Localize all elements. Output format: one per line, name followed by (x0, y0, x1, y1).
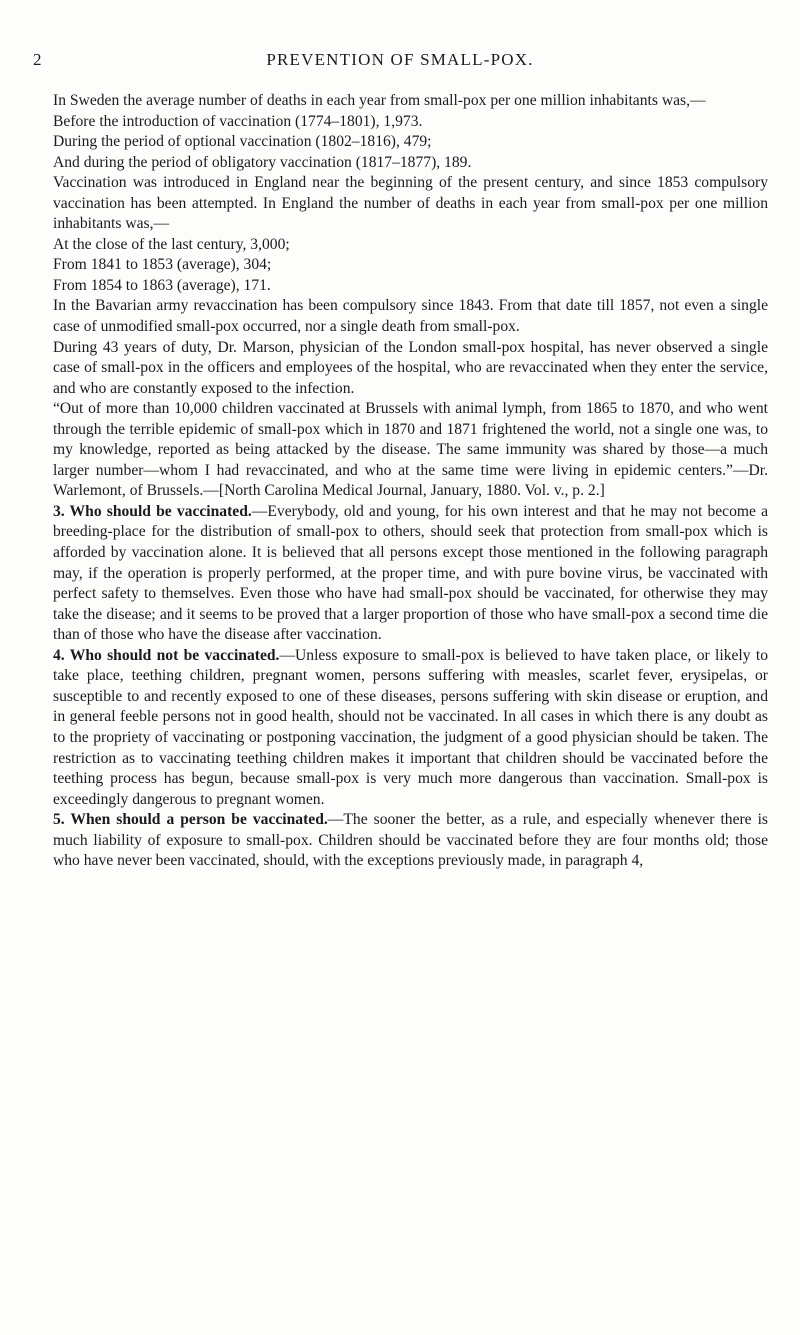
paragraph-sweden-intro: In Sweden the average number of deaths in each year from small-pox per one million inhabitants was,— (53, 92, 706, 109)
england-stat-last-century: At the close of the last century, 3,000; (53, 235, 290, 253)
page-number: 2 (33, 50, 42, 69)
sweden-stat-before-vaccination: Before the introduction of vaccination (1774–1801), 1,973. (53, 112, 423, 130)
section-when-to-vaccinate (53, 810, 768, 872)
paragraph-england-intro: Vaccination was introduced in England near the beginning of the present century, and since 1853 compulsory vaccination has been attempted. In England the number of deaths in each year from small-pox per one million inhabitants was,— (53, 174, 768, 233)
running-head: PREVENTION OF SMALL-POX. (266, 50, 534, 69)
page-header (33, 50, 767, 74)
section-text: —The sooner the better, as a rule, and especially whenever there is much liability of exposure to small-pox. Children should be vaccinated before they are four months old; those who have never been vaccinated, should, with the exceptions previously made, in paragraph 4, (53, 811, 768, 870)
paragraph-brussels-quote: “Out of more than 10,000 children vaccinated at Brussels with animal lymph, from 1865 to 1870, and who went through the terrible epidemic of small-pox which in 1870 and 1871 frightened the world, not a single one was, to my knowledge, reported as being attacked by the disease. The same immunity was shared by those—a much larger number—whom I had revaccinated, and who at the same time were living in epidemic centers.”—Dr. Warlemont, of Brussels.—[North Carolina Medical Journal, January, 1880. Vol. v., p. 2.] (53, 400, 768, 500)
sweden-stat-obligatory-vaccination: And during the period of obligatory vaccination (1817–1877), 189. (53, 153, 472, 171)
england-stat-1841-1853: From 1841 to 1853 (average), 304; (53, 256, 272, 274)
england-stat-1854-1863: From 1854 to 1863 (average), 171. (53, 276, 271, 294)
section-heading: 5. When should a person be vaccinated. (53, 811, 328, 829)
paragraph-bavaria: In the Bavarian army revaccination has been compulsory since 1843. From that date till 1857, not even a single case of unmodified small-pox occurred, nor a single death from small-pox. (53, 297, 768, 336)
sweden-stat-optional-vaccination: During the period of optional vaccination (1802–1816), 479; (53, 133, 432, 151)
section-text: —Everybody, old and young, for his own interest and that he may not become a breeding-place for the distribution of small-pox to others, should seek that protection from small-pox which is afforded by vaccination alone. It is believed that all persons except those mentioned in the following paragraph may, if the operation is properly performed, at the proper time, and with pure bovine virus, be vaccinated with perfect safety to themselves. Even those who have had small-pox should be vaccinated, for otherwise they may take the disease; and it seems to be proved that a larger proportion of those who have small-pox a second time die than of those who have the disease after vaccination. (53, 502, 768, 644)
body-text (53, 91, 768, 872)
section-heading: 3. Who should be vaccinated. (53, 502, 252, 520)
section-heading: 4. Who should not be vaccinated. (53, 646, 280, 664)
section-text: —Unless exposure to small-pox is believed to have taken place, or likely to take place, teething children, pregnant women, persons suffering with measles, scarlet fever, erysipelas, or susceptible to and recently exposed to one of these diseases, persons suffering with skin disease or eruption, and in general feeble persons not in good health, should not be vaccinated. In all cases in which there is any doubt as to the propriety of vaccinating or postponing vaccination, the judgment of a good physician should be taken. The restriction as to vaccinating teething children makes it important that children should be vaccinated before the teething process has begun, because small-pox is very much more dangerous than vaccination. Small-pox is exceedingly dangerous to pregnant women. (53, 646, 768, 808)
section-who-should-not-be-vaccinated (53, 646, 768, 810)
paragraph-marson: During 43 years of duty, Dr. Marson, physician of the London small-pox hospital, has never observed a single case of small-pox in the officers and employees of the hospital, who are revaccinated when they enter the service, and who are constantly exposed to the infection. (53, 338, 768, 397)
section-who-should-be-vaccinated (53, 502, 768, 646)
